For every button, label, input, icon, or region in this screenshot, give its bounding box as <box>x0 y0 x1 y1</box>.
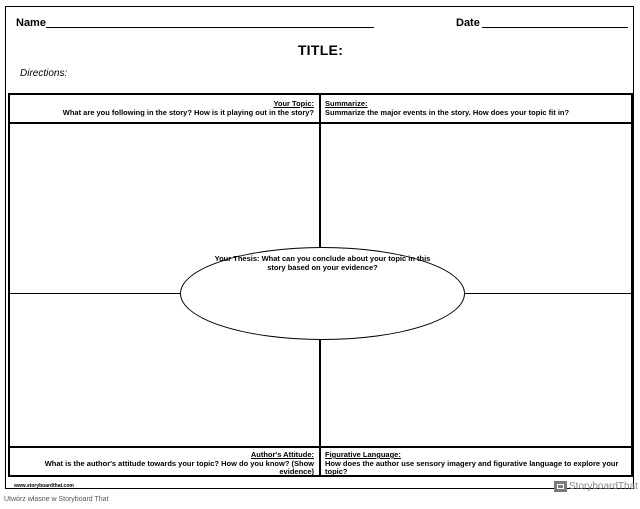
header-divider <box>10 122 631 124</box>
storyboardthat-logo <box>554 479 638 493</box>
thesis-prompt: Your Thesis: What can you conclude about your topic in this story based on your evidence? <box>214 254 431 272</box>
create-caption[interactable]: Utwórz własne w Storyboard That <box>4 496 109 503</box>
name-field-line[interactable] <box>46 27 374 28</box>
logo-text: StoryboardThat <box>569 480 638 492</box>
worksheet <box>5 6 638 492</box>
worksheet-title: TITLE: <box>297 42 344 58</box>
figurative-label: Figurative Language: <box>325 450 401 459</box>
summarize-prompt: Summarize the major events in the story. How does your topic fit in? <box>325 107 570 117</box>
date-field-line[interactable] <box>482 27 628 28</box>
attitude-prompt: What is the author's attitude towards your topic? How do you know? (Show evidence) <box>44 458 314 476</box>
date-label: Date <box>456 17 480 29</box>
directions-label: Directions: <box>20 68 68 79</box>
storyboard-icon <box>554 481 567 492</box>
attitude-label: Author's Attitude: <box>250 450 314 459</box>
topic-cell-header <box>14 100 314 117</box>
organizer-grid <box>8 93 633 477</box>
topic-label: Your Topic: <box>273 99 314 108</box>
attitude-cell-header <box>14 451 314 477</box>
footer-url: www.storyboardthat.com <box>14 483 74 489</box>
footer-divider <box>10 446 631 448</box>
summarize-label: Summarize: <box>325 99 368 108</box>
figurative-cell-header <box>325 451 627 477</box>
figurative-prompt: How does the author use sensory imagery and figurative language to explore your topic? <box>325 458 619 476</box>
topic-prompt: What are you following in the story? How is it playing out in the story? <box>62 107 314 117</box>
summarize-cell-header <box>325 100 625 117</box>
name-label: Name <box>16 17 46 29</box>
